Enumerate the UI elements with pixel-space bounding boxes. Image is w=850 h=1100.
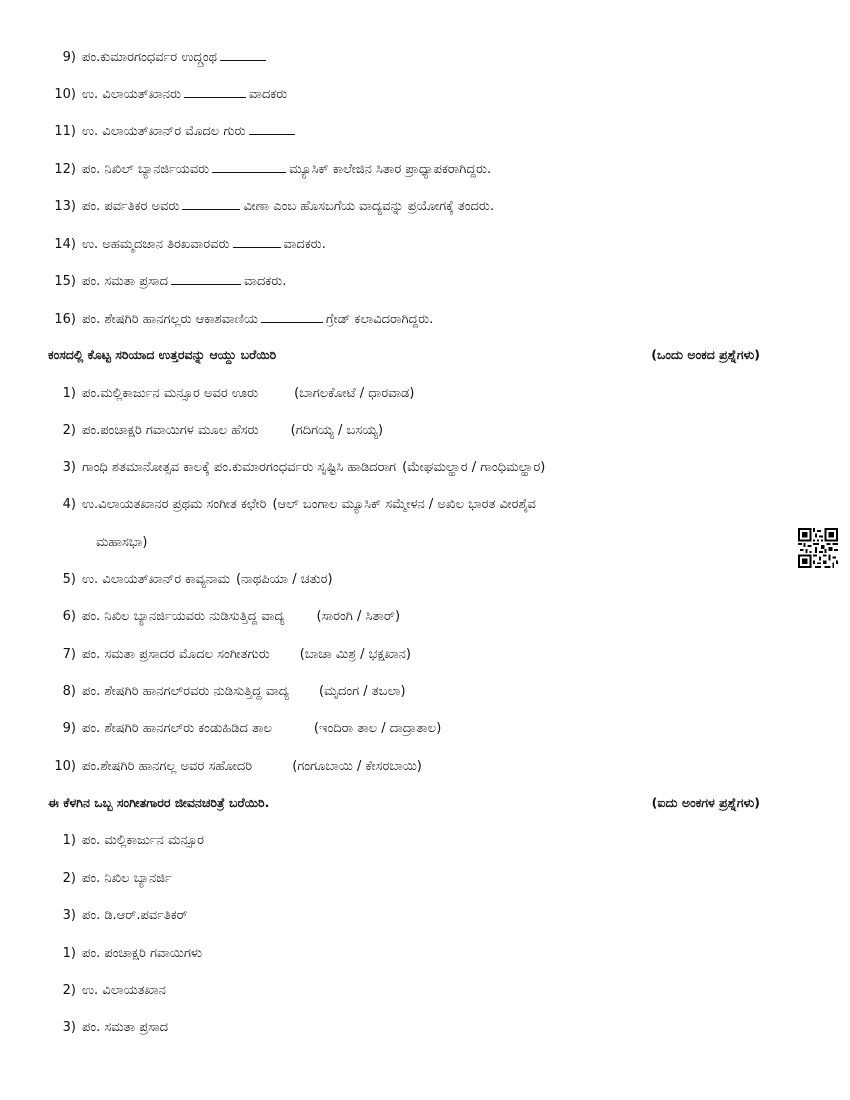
answer-options: (ಗದಿಗಯ್ಯ / ಬಸಯ್ಯ) xyxy=(290,423,384,438)
answer-blank[interactable] xyxy=(220,48,266,61)
blank-question-14 xyxy=(52,235,326,254)
musician-name: ಪಂ. ಡಿ.ಆರ್.ಪರ್ವತಿಕರ್ xyxy=(82,908,188,923)
question-text: ಪಂ.ಕುಮಾರಗಂಧರ್ವರ ಉದ್ಗ್ರಂಥ xyxy=(82,50,218,65)
question-text: ಉ. ವಿಲಾಯತ್‌ಖಾನ್‌ರ ಮೊದಲ ಗುರು xyxy=(82,124,246,139)
answer-options: (ಮೇಘಮಲ್ಹಾರ / ಗಾಂಧಿಮಲ್ಹಾರ) xyxy=(402,460,546,475)
question-text: ಪಂ. ಶೇಷಗಿರಿ ಹಾನಗಲ್‌ರವರು ನುಡಿಸುತ್ತಿದ್ದ ವಾದ್ಯ xyxy=(82,684,289,699)
question-text-after: ವೀಣಾ ಎಂಬ ಹೊಸಬಗೆಯ ವಾದ್ಯವನ್ನು ಪ್ರಯೋಗಕ್ಕೆ ತಂದರು. xyxy=(243,199,495,214)
question-number: 7) xyxy=(62,647,76,662)
mcq-question-4 xyxy=(52,496,536,514)
answer-blank[interactable] xyxy=(249,122,295,135)
question-number: 3) xyxy=(62,1020,76,1035)
question-text: ಪಂ.ಶೇಷಗಿರಿ ಹಾನಗಲ್ಲ ಅವರ ಸಹೋದರಿ xyxy=(82,759,253,774)
answer-blank[interactable] xyxy=(171,272,241,285)
biography-option-5 xyxy=(52,982,166,1000)
answer-options: (ಬಾಗಲಕೋಟೆ / ಧಾರವಾಡ) xyxy=(294,386,415,401)
question-text-after: ಗ್ರೇಡ್ ಕಲಾವಿದರಾಗಿದ್ದರು. xyxy=(325,312,434,327)
section-heading-biography: ಈ ಕೆಳಗಿನ ಒಬ್ಬ ಸಂಗೀತಗಾರರ ಜೀವನಚರಿತ್ರೆ ಬರೆಯಿರಿ. xyxy=(48,795,270,810)
question-text: ಗಾಂಧಿ ಶತಮಾನೋತ್ಸವ ಕಾಲಕ್ಕೆ ಪಂ.ಕುಮಾರಗಂಧರ್ವರು ಸೃಷ್ಟಿಸಿ ಹಾಡಿದರಾಗ xyxy=(82,460,397,475)
answer-blank[interactable] xyxy=(212,160,286,173)
question-text: ಪಂ. ಸಮತಾ ಪ್ರಸಾದರ ಮೊದಲ ಸಂಗೀತಗುರು xyxy=(82,647,270,662)
question-text: ಪಂ. ಶೇಷಗಿರಿ ಹಾನಗಲ್‌ರು ಕಂಡುಹಿಡಿದ ತಾಲ xyxy=(82,721,272,736)
mcq-question-7 xyxy=(52,646,411,664)
question-number: 5) xyxy=(62,572,76,587)
question-text: ಪಂ.ಮಲ್ಲಿಕಾರ್ಜುನ ಮನ್ಸೂರ ಅವರ ಊರು xyxy=(82,386,259,401)
question-number: 16) xyxy=(54,312,76,327)
question-number: 6) xyxy=(62,609,76,624)
question-text-after: ಮ್ಯೂಸಿಕ್ ಕಾಲೇಜಿನ ಸಿತಾರ ಪ್ರಾಧ್ಯಾಪಕರಾಗಿದ್ದರು. xyxy=(289,162,492,177)
blank-question-13 xyxy=(52,197,494,216)
question-number: 2) xyxy=(62,871,76,886)
question-number: 11) xyxy=(54,124,76,139)
mcq-question-4-continued xyxy=(96,534,147,552)
biography-option-4 xyxy=(52,945,202,963)
question-number: 10) xyxy=(54,87,76,102)
mcq-question-6 xyxy=(52,608,400,626)
question-text-after: ವಾದಕರು. xyxy=(244,274,287,289)
question-text: ಪಂ. ಪರ್ವತಿಕರ ಅವರು xyxy=(82,199,180,214)
mcq-question-9 xyxy=(52,720,441,738)
musician-name: ಪಂ. ಸಮತಾ ಪ್ರಸಾದ xyxy=(82,1020,169,1035)
blank-question-12 xyxy=(52,160,491,179)
answer-blank[interactable] xyxy=(184,85,246,98)
section-marks-one: (ಒಂದು ಅಂಕದ ಪ್ರಶ್ನೆಗಳು) xyxy=(651,347,760,362)
question-text: ಉ. ವಿಲಾಯತ್‌ಖಾನ್‌ರ ಕಾವ್ಯನಾಮ xyxy=(82,572,230,587)
question-text: ಪಂ. ನಿಖಿಲ್ ಬ್ಯಾನರ್ಜಿಯವರು xyxy=(82,162,210,177)
question-text: ಉ.ವಿಲಾಯತಖಾನರ ಪ್ರಥಮ ಸಂಗೀತ ಕಛೇರಿ xyxy=(82,497,267,512)
biography-option-6 xyxy=(52,1019,168,1037)
blank-question-11 xyxy=(52,122,298,141)
question-text: ಪಂ. ನಿಖಿಲ ಬ್ಯಾನರ್ಜಿಯವರು ನುಡಿಸುತ್ತಿದ್ದ ವಾದ್ಯ xyxy=(82,609,285,624)
musician-name: ಪಂ. ನಿಖಿಲ ಬ್ಯಾನರ್ಜಿ xyxy=(82,871,172,886)
mcq-question-5 xyxy=(52,571,333,589)
question-number: 15) xyxy=(54,274,76,289)
biography-option-1 xyxy=(52,832,204,850)
answer-options: (ಆಲ್ ಬಂಗಾಲ ಮ್ಯೂಸಿಕ್ ಸಮ್ಮೇಳನ / ಅಖಿಲ ಭಾರತ ವೀರಶೈವ xyxy=(272,497,536,512)
answer-blank[interactable] xyxy=(233,235,281,248)
question-number: 8) xyxy=(62,684,76,699)
answer-options: (ಮೃದಂಗ / ತಬಲಾ) xyxy=(318,684,406,699)
answer-options: (ಬಾಚಾ ಮಿಶ್ರ / ಭಕ್ಷಖಾನ) xyxy=(299,647,411,662)
question-number: 2) xyxy=(62,983,76,998)
question-number: 3) xyxy=(62,908,76,923)
question-text-after: ವಾದಕರು xyxy=(249,87,288,102)
biography-option-2 xyxy=(52,870,172,888)
question-number: 9) xyxy=(62,721,76,736)
question-number: 1) xyxy=(62,386,76,401)
answer-options: (ಗಂಗೂಬಾಯಿ / ಕೇಸರಬಾಯಿ) xyxy=(292,759,422,774)
blank-question-16 xyxy=(52,310,433,329)
section-heading-choose-answer: ಕಂಸದಲ್ಲಿ ಕೊಟ್ಟ ಸರಿಯಾದ ಉತ್ತರವನ್ನು ಆಯ್ದು ಬರೆಯಿರಿ xyxy=(48,347,277,362)
question-number: 14) xyxy=(54,237,76,252)
mcq-question-1 xyxy=(52,385,414,403)
answer-options-continued: ಮಹಾಸಭಾ) xyxy=(96,535,148,550)
musician-name: ಪಂ. ಮಲ್ಲಿಕಾರ್ಜುನ ಮನ್ಸೂರ xyxy=(82,833,204,848)
answer-options: (ಸಾರಂಗಿ / ಸಿತಾರ್) xyxy=(316,609,401,624)
qr-code-icon[interactable] xyxy=(798,528,838,568)
question-number: 2) xyxy=(62,423,76,438)
musician-name: ಉ. ವಿಲಾಯತಖಾನ xyxy=(82,983,166,998)
question-text: ಪಂ.ಪಂಚಾಕ್ಷರಿ ಗವಾಯಿಗಳ ಮೂಲ ಹೆಸರು xyxy=(82,423,259,438)
blank-question-10 xyxy=(52,85,287,104)
mcq-question-10 xyxy=(52,758,422,776)
question-number: 1) xyxy=(62,946,76,961)
question-number: 13) xyxy=(54,199,76,214)
answer-options: (ಇಂದಿರಾ ತಾಲ / ದಾದ್ರಾತಾಲ) xyxy=(313,721,442,736)
biography-option-3 xyxy=(52,907,188,925)
question-number: 4) xyxy=(62,497,76,512)
section-marks-five: (ಐದು ಅಂಕಗಳ ಪ್ರಶ್ನೆಗಳು) xyxy=(651,795,760,810)
question-number: 1) xyxy=(62,833,76,848)
question-text: ಪಂ. ಶೇಷಗಿರಿ ಹಾನಗಲ್ಲರು ಆಕಾಶವಾಣಿಯ xyxy=(82,312,258,327)
question-number: 12) xyxy=(54,162,76,177)
question-number: 10) xyxy=(54,759,76,774)
question-number: 9) xyxy=(62,50,76,65)
mcq-question-8 xyxy=(52,683,406,701)
mcq-question-2 xyxy=(52,422,383,440)
blank-question-15 xyxy=(52,272,286,291)
answer-blank[interactable] xyxy=(261,310,323,323)
answer-options: (ನಾಥಪಿಯಾ / ಚತುರ) xyxy=(236,572,333,587)
answer-blank[interactable] xyxy=(182,197,240,210)
question-text: ಉ. ವಿಲಾಯತ್‌ಖಾನರು xyxy=(82,87,182,102)
musician-name: ಪಂ. ಪಂಚಾಕ್ಷರಿ ಗವಾಯಿಗಳು xyxy=(82,946,203,961)
question-number: 3) xyxy=(62,460,76,475)
mcq-question-3 xyxy=(52,459,545,477)
blank-question-9 xyxy=(52,48,269,67)
question-text-after: ವಾದಕರು. xyxy=(283,237,326,252)
question-text: ಪಂ. ಸಮತಾ ಪ್ರಸಾದ xyxy=(82,274,169,289)
question-text: ಉ. ಅಹಮ್ಮದಜಾನ ತಿರಖವಾರವರು xyxy=(82,237,230,252)
